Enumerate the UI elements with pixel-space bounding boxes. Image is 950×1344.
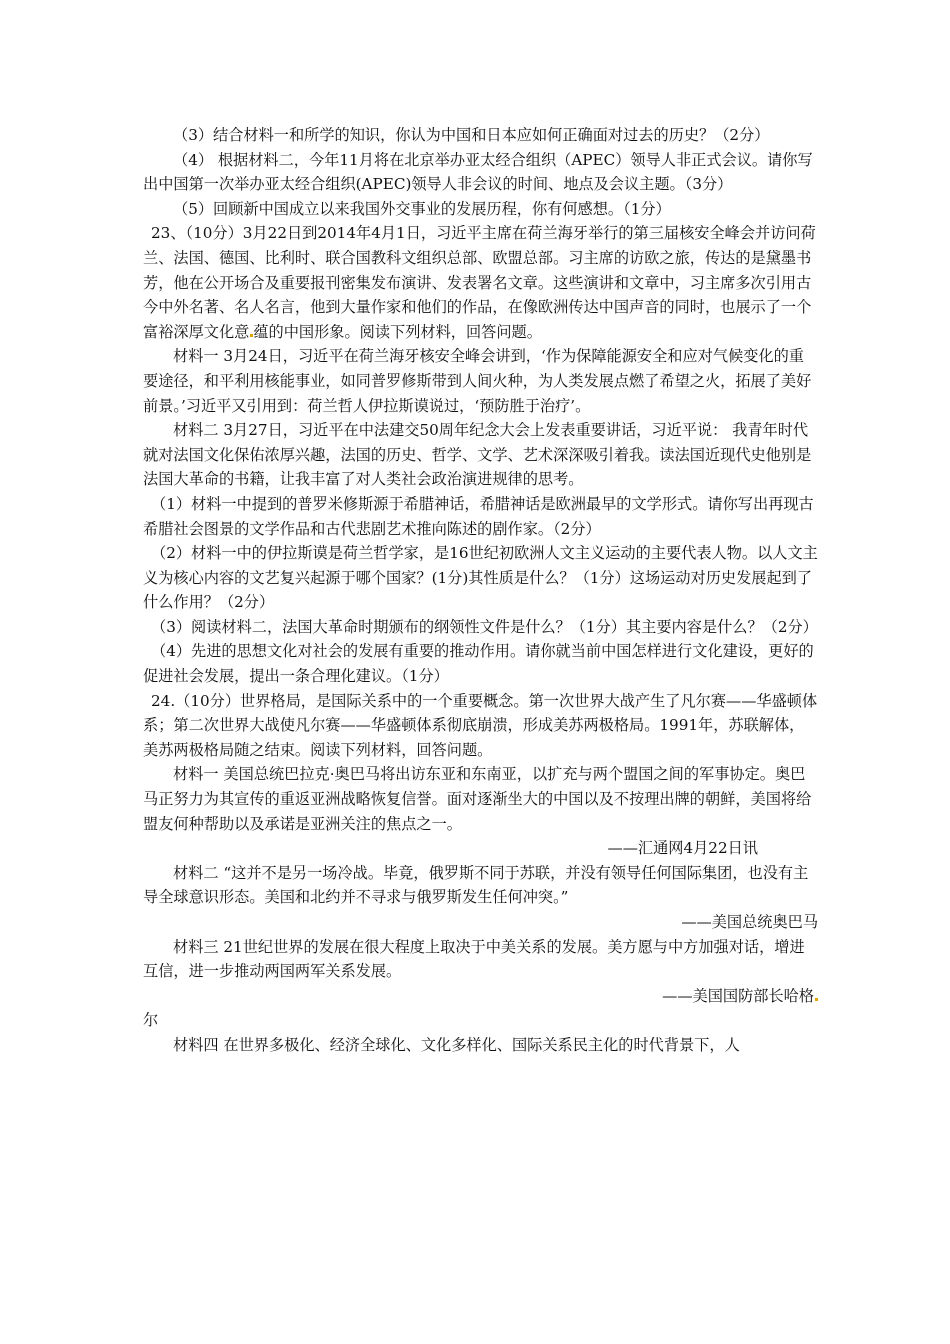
question-24-material-3-source-tail: 尔 bbox=[143, 1011, 159, 1030]
question-24-material-3: 材料三 21世纪世界的发展在很大程度上取决于中美关系的发展。美方愿与中方加强对话，增进互信，进一步推动两国两军关系发展。 bbox=[143, 937, 805, 981]
question-24-material-2: 材料二 “这并不是另一场冷战。毕竟，俄罗斯不同于苏联，并没有领导任何国际集团，也没有主导全球意识形态。美国和北约并不寻求与俄罗斯发生任何冲突。” bbox=[143, 863, 809, 907]
question-23-intro-text-a: 23、（10分）3月22日到2014年4月1日，习近平主席在荷兰海牙举行的第三届核安全峰会并访问荷兰、法国、德国、比利时、联合国教科文组织总部、欧盟总部。习主席的访欧之旅，传达的是黛墨书芳，他在公开场合及重要报刊密集发布演讲、发表署名文章。这些演讲和文章中，习主席多次引用古今中外名著、名人名言，他到大量作家和他们的作品，在像欧洲传达中国声音的同时，也展示了一个富裕深厚文化意 bbox=[143, 224, 816, 341]
question-23-material-2: 材料二 3月27日，习近平在中法建交50周年纪念大会上发表重要讲话，习近平说： 我青年时代就对法国文化保佑浓厚兴趣，法国的历史、哲学、文学、艺术深深吸引着我。读法国近现代史他别是法国大革命的书籍，让我丰富了对人类社会政治演进规律的思考。 bbox=[143, 421, 812, 489]
question-23-sub-1: （1）材料一中提到的普罗米修斯源于希腊神话，希腊神话是欧洲最早的文学形式。请你写出再现古希腊社会图景的文学作品和古代悲剧艺术推向陈述的剧作家。（2分） bbox=[143, 494, 814, 538]
question-24-material-3-source bbox=[143, 984, 818, 1009]
question-3: （3）结合材料一和所学的知识，你认为中国和日本应如何正确面对过去的历史？（2分） bbox=[173, 126, 770, 144]
question-23-sub-2: （2）材料一中的伊拉斯谟是荷兰哲学家，是16世纪初欧洲人文主义运动的主要代表人物。以人文主义为核心内容的文艺复兴起源于哪个国家？(1分)其性质是什么？（1分）这场运动对历史发展起到了什么作用？（2分） bbox=[143, 544, 818, 612]
highlight-mark-2 bbox=[815, 998, 818, 1001]
question-23-sub-3: （3）阅读材料二，法国大革命时期颁布的纲领性文件是什么？（1分）其主要内容是什么？（2分） bbox=[151, 617, 818, 636]
question-5: （5）回顾新中国成立以来我国外交事业的发展历程，你有何感想。（1分） bbox=[173, 199, 671, 218]
question-24-intro: 24.（10分）世界格局，是国际关系中的一个重要概念。第一次世界大战产生了凡尔赛——华盛顿体系；第二次世界大战使凡尔赛——华盛顿体系彻底崩溃，形成美苏两极格局。1991年，苏联解体，美苏两极格局随之结束。阅读下列材料，回答问题。 bbox=[143, 691, 818, 759]
question-24-material-4: 材料四 在世界多极化、经济全球化、文化多样化、国际关系民主化的时代背景下，人 bbox=[173, 1035, 740, 1054]
question-23-material-1: 材料一 3月24日，习近平在荷兰海牙核安全峰会讲到，‘作为保障能源安全和应对气候变化的重要途径，和平利用核能事业，如同普罗修斯带到人间火种，为人类发展点燃了希望之火，拓展了美好前景。’习近平又引用到：荷兰哲人伊拉斯谟说过，‘预防胜于治疗’。 bbox=[143, 347, 812, 415]
question-23-intro-text-b: 蕴的中国形象。阅读下列材料，回答问题。 bbox=[253, 322, 542, 341]
question-23-intro bbox=[143, 221, 818, 344]
question-24-material-3-source-text: ——美国国防部长哈格 bbox=[662, 986, 814, 1005]
question-4: （4） 根据材料二，今年11月将在北京举办亚太经合组织（APEC）领导人非正式会议。请你写出中国第一次举办亚太经合组织(APEC)领导人非会议的时间、地点及会议主题。（3分） bbox=[143, 150, 813, 194]
question-24-material-2-source: ——美国总统奥巴马 bbox=[681, 913, 818, 931]
question-23-sub-4: （4）先进的思想文化对社会的发展有重要的推动作用。请你就当前中国怎样进行文化建设，更好的促进社会发展，提出一条合理化建议。（1分） bbox=[143, 642, 814, 686]
question-24-material-1-source: ——汇通网4月22日讯 bbox=[607, 839, 758, 858]
question-24-material-1: 材料一 美国总统巴拉克·奥巴马将出访东亚和东南亚，以扩充与两个盟国之间的军事协定。奥巴马正努力为其宣传的重返亚洲战略恢复信誉。面对逐渐坐大的中国以及不按理出牌的朝鲜，美国将给盟友何种帮助以及承诺是亚洲关注的焦点之一。 bbox=[143, 765, 812, 833]
